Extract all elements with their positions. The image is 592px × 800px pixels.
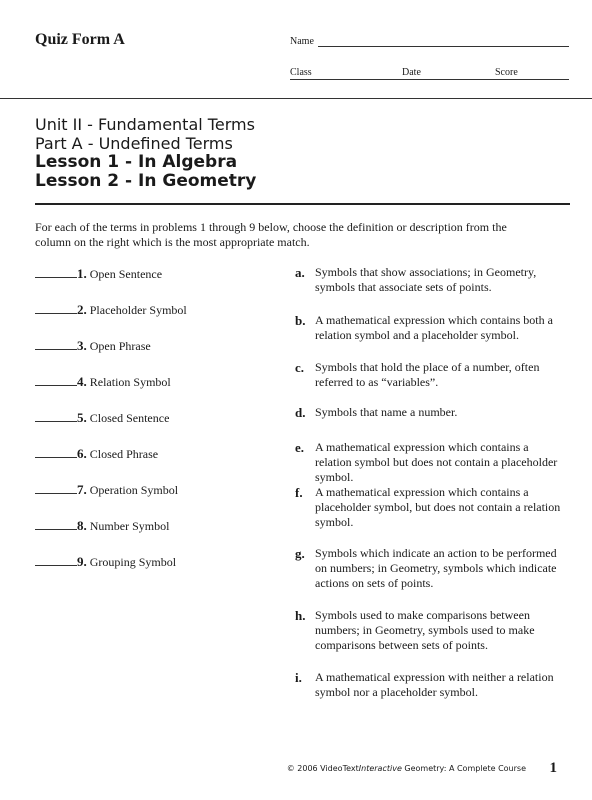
answer-letter: i. (295, 670, 302, 685)
problem-number: 3. (77, 338, 87, 353)
unit-title: Unit II - Fundamental Terms (35, 115, 255, 134)
problem-term: Closed Phrase (89, 447, 159, 461)
answer-letter: c. (295, 360, 305, 375)
answer-blank[interactable] (35, 482, 77, 494)
answer-choice (295, 313, 565, 343)
title-divider (35, 203, 570, 205)
problem-term: Grouping Symbol (89, 555, 177, 569)
answer-blank[interactable] (35, 446, 77, 458)
answer-letter: g. (295, 546, 305, 561)
answer-letter: d. (295, 405, 306, 420)
answer-text: A mathematical expression which contains a relation symbol but does not contain a placeholder symbol. (315, 440, 558, 484)
problem-number: 9. (77, 554, 87, 569)
answer-blank[interactable] (35, 302, 77, 314)
page-number: 1 (549, 760, 557, 776)
answer-blank[interactable] (35, 266, 77, 278)
copyright-prefix: © 2006 VideoText (286, 764, 359, 773)
problem-row (35, 518, 169, 534)
problem-number: 2. (77, 302, 87, 317)
answer-text: Symbols used to make comparisons between numbers; in Geometry, symbols used to make comparisons between sets of points. (315, 608, 535, 652)
answer-choice (295, 546, 565, 591)
answer-text: A mathematical expression which contains a placeholder symbol, but does not contain a relation symbol. (315, 485, 561, 529)
answer-choice (295, 360, 565, 390)
answer-choice (295, 608, 565, 653)
problem-number: 6. (77, 446, 87, 461)
answer-choice (295, 265, 565, 295)
score-label: Score (495, 67, 518, 78)
problem-number: 7. (77, 482, 87, 497)
answer-letter: b. (295, 313, 306, 328)
answer-text: Symbols that hold the place of a number, often referred to as “variables”. (315, 360, 540, 389)
problem-row (35, 410, 169, 426)
answer-text: A mathematical expression which contains both a relation symbol and a placeholder symbol. (315, 313, 553, 342)
name-field-line[interactable] (318, 46, 569, 47)
problem-number: 8. (77, 518, 87, 533)
lesson-2-title: Lesson 2 - In Geometry (35, 171, 257, 191)
answer-text: Symbols which indicate an action to be performed on numbers; in Geometry, symbols which indicate actions on sets of points. (315, 546, 557, 590)
answer-choice (295, 485, 565, 530)
answer-text: A mathematical expression with neither a relation symbol nor a placeholder symbol. (315, 670, 554, 699)
problem-term: Open Phrase (89, 339, 151, 353)
lesson-1-title: Lesson 1 - In Algebra (35, 152, 238, 172)
answer-letter: e. (295, 440, 305, 455)
date-label: Date (402, 67, 421, 78)
answer-letter: f. (295, 485, 303, 500)
quiz-title: Quiz Form A (35, 31, 125, 48)
answer-choice (295, 405, 565, 420)
class-label: Class (290, 67, 312, 78)
problem-number: 4. (77, 374, 87, 389)
answer-blank[interactable] (35, 518, 77, 530)
copyright-footer (287, 764, 526, 773)
answer-blank[interactable] (35, 374, 77, 386)
problem-number: 5. (77, 410, 87, 425)
problem-term: Placeholder Symbol (89, 303, 187, 317)
problem-term: Open Sentence (89, 267, 163, 281)
problem-term: Operation Symbol (89, 483, 179, 497)
problem-row (35, 482, 178, 498)
copyright-italic: Interactive (358, 764, 402, 773)
answer-choice (295, 670, 565, 700)
header-divider (0, 98, 592, 99)
problem-term: Number Symbol (89, 519, 170, 533)
answer-letter: h. (295, 608, 306, 623)
problem-term: Closed Sentence (89, 411, 170, 425)
answer-blank[interactable] (35, 338, 77, 350)
answer-letter: a. (295, 265, 305, 280)
answer-choice (295, 440, 565, 485)
problem-row (35, 374, 171, 390)
answer-blank[interactable] (35, 410, 77, 422)
name-label: Name (290, 36, 314, 47)
title-block (35, 115, 256, 191)
answer-text: Symbols that name a number. (315, 405, 458, 419)
problem-row (35, 446, 158, 462)
part-title: Part A - Undefined Terms (35, 134, 233, 153)
problem-row (35, 338, 151, 354)
problem-term: Relation Symbol (89, 375, 171, 389)
answer-text: Symbols that show associations; in Geometry, symbols that associate sets of points. (315, 265, 537, 294)
problem-row (35, 554, 176, 570)
problem-row (35, 302, 187, 318)
problem-number: 1. (77, 266, 87, 281)
instructions: For each of the terms in problems 1 through 9 below, choose the definition or description from the column on the right which is the most appropriate match. (35, 220, 507, 249)
copyright-suffix: Geometry: A Complete Course (401, 764, 526, 773)
answer-blank[interactable] (35, 554, 77, 566)
class-date-score-line[interactable] (290, 79, 569, 80)
problem-row (35, 266, 162, 282)
